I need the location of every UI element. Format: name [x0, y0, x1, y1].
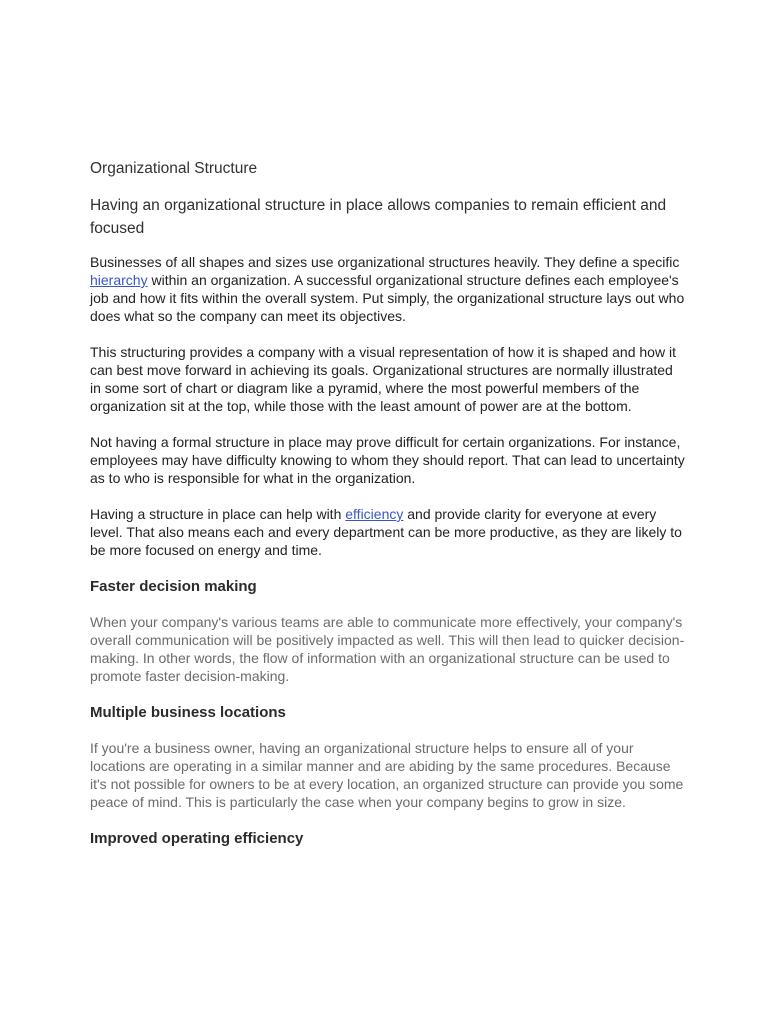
section-body-multiple-business-locations: If you're a business owner, having an organizational structure helps to ensure all of your locations are operating in a similar manner and are abiding by the same procedures. Because it's not possible for owners to be at every location, an organized structure can provide you some peace of mind. This is particularly the case when your company begins to grow in size. — [90, 740, 684, 810]
intro-paragraph-1-text-b: within an organization. A successful organizational structure defines each employee's job and how it fits within the overall system. Put simply, the organizational structure lays out who does what so the company can meet its objectives. — [90, 272, 685, 324]
intro-paragraph-2: This structuring provides a company with a visual representation of how it is shaped and how it can best move forward in achieving its goals. Organizational structures are normally illustrated in some sort of chart or diagram like a pyramid, where the most powerful members of the organization sit at the top, while those with the least amount of power are at the bottom. — [90, 344, 676, 414]
intro-paragraph-1-text-a: Businesses of all shapes and sizes use organizational structures heavily. They define a specific — [90, 254, 680, 270]
section-heading-improved-operating-efficiency: Improved operating efficiency — [90, 830, 304, 847]
document-subtitle: Having an organizational structure in place allows companies to remain efficient and focused — [90, 197, 667, 237]
hierarchy-link[interactable]: hierarchy — [90, 272, 148, 288]
intro-paragraph-1 — [90, 253, 685, 325]
section-body-faster-decision-making: When your company's various teams are able to communicate more effectively, your company's overall communication will be positively impacted as well. This will then lead to quicker decision-making. In other words, the flow of information with an organizational structure can be used to promote faster decision-making. — [90, 614, 685, 684]
document-page — [90, 158, 685, 865]
document-title: Organizational Structure — [90, 160, 258, 177]
intro-paragraph-4-text-b: and provide clarity for everyone at every level. That also means each and every department can be more productive, as they are likely to be more focused on energy and time. — [90, 506, 682, 558]
section-heading-multiple-business-locations: Multiple business locations — [90, 704, 286, 721]
intro-paragraph-4-text-a: Having a structure in place can help with — [90, 506, 346, 522]
section-heading-faster-decision-making: Faster decision making — [90, 578, 257, 595]
intro-paragraph-4 — [90, 505, 685, 559]
intro-paragraph-3: Not having a formal structure in place may prove difficult for certain organizations. For instance, employees may have difficulty knowing to whom they should report. That can lead to uncertainty as to who is responsible for what in the organization. — [90, 434, 685, 486]
efficiency-link[interactable]: efficiency — [345, 506, 404, 522]
